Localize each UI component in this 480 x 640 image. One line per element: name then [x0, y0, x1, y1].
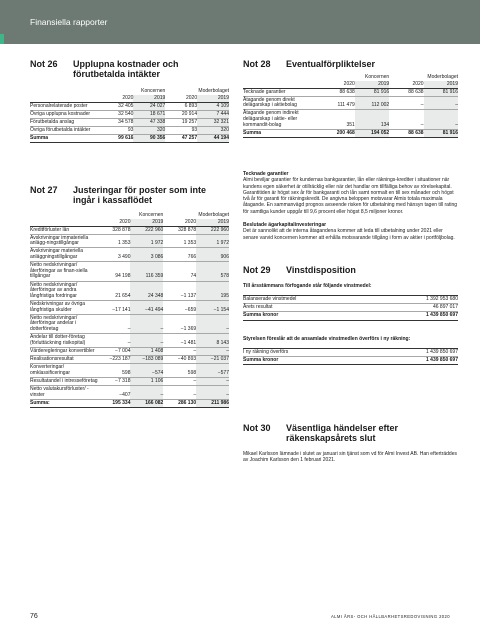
table-cell-label: Tecknade garantier — [243, 88, 320, 96]
table-cell-value: 32 405 — [102, 102, 134, 110]
table-row — [30, 102, 229, 110]
table-cell-value: 598 — [163, 364, 196, 378]
table-sum-row — [30, 400, 229, 408]
table-cell-label: Summa: — [30, 400, 98, 408]
note-30-title: Väsentliga händelser efter räkenskapsårets slut — [286, 423, 399, 443]
group-header: Koncernen — [139, 212, 164, 219]
table-cell-value: 44 194 — [197, 135, 229, 143]
table-cell-value: 116 359 — [130, 262, 163, 281]
table-cell-value: 81 916 — [424, 129, 458, 137]
note-27-heading — [30, 185, 229, 205]
note-28-heading — [243, 59, 458, 69]
table-cell-value: 598 — [98, 364, 131, 378]
table-cell-label: Nedskrivningar av övriga långfristiga skulder — [30, 301, 98, 315]
table-row — [30, 301, 229, 315]
note-28-table — [243, 72, 458, 138]
note-30-text: Mikael Karlsson lämnade i slutet av januari sin tjänst som vd för Almi Invest AB. Han efterträddes av Joachim Karlsson den 1 februari 2021. — [243, 451, 457, 464]
table-cell-value: −1 154 — [196, 301, 229, 315]
table-row — [30, 127, 229, 135]
table-row — [30, 314, 229, 333]
table-cell-value: – — [130, 334, 163, 348]
table-cell-value: 111 479 — [320, 96, 354, 110]
table-cell-value: 200 468 — [320, 129, 354, 137]
table-row — [30, 118, 229, 126]
table-cell-label: Summa kronor — [243, 356, 385, 364]
note-28-text — [243, 171, 458, 248]
table-cell-value: 1 439 850 697 — [385, 356, 458, 364]
table-cell-label: I ny räkning överförs — [243, 348, 385, 356]
table-cell-value: 3 086 — [130, 248, 163, 262]
note-26-number: Not 26 — [30, 59, 58, 69]
table-cell-label: Konverteringar/ omklassificeringar — [30, 364, 98, 378]
table-cell-value: 3 490 — [98, 248, 131, 262]
table-cell-label: Summa — [30, 135, 102, 143]
table-cell-value: 1 439 850 697 — [385, 348, 458, 356]
table-cell-value: 47 257 — [165, 135, 197, 143]
note-29 — [243, 265, 458, 365]
table-cell-value: 94 198 — [98, 262, 131, 281]
table-cell-value: – — [389, 96, 423, 110]
table-row — [243, 304, 458, 312]
subheading: Beslutade ägarkapitalinvesteringar — [243, 222, 327, 229]
note-26-title: Upplupna kostnader och förutbetalda intäkter — [73, 59, 179, 79]
year-header: 2019 — [197, 95, 229, 102]
note-30-number: Not 30 — [243, 423, 271, 433]
subheading: Tecknade garantier — [243, 171, 289, 177]
table-cell-value: 1 972 — [196, 234, 229, 248]
table-cell-value: 222 960 — [196, 226, 229, 234]
header-accent-bar — [0, 34, 4, 44]
note-29-heading — [243, 265, 458, 275]
table-cell-value: −407 — [98, 386, 131, 400]
table-cell-value: 134 — [355, 110, 389, 129]
table-cell-value: 74 — [163, 262, 196, 281]
note-26 — [30, 59, 229, 143]
table-cell-value: – — [163, 347, 196, 355]
table-cell-label: Summa — [243, 129, 320, 137]
table-cell-value: −21 037 — [196, 356, 229, 364]
table-row — [30, 356, 229, 364]
table-cell-label: Avskrivningar immateriella anlägg-ningstillgångar — [30, 234, 98, 248]
table-cell-value: 578 — [196, 262, 229, 281]
table-cell-value: 328 878 — [163, 226, 196, 234]
table-cell-label: Övriga förutbetalda intäkter — [30, 127, 102, 135]
year-header: 2019 — [196, 219, 229, 226]
table-cell-label: Årets resultat — [243, 304, 385, 312]
table-cell-value: 81 916 — [355, 88, 389, 96]
note-30 — [243, 423, 458, 464]
table-row — [243, 88, 458, 96]
table-cell-value: 328 878 — [98, 226, 131, 234]
table-cell-value: 7 444 — [197, 110, 229, 118]
table-cell-value: 1 353 — [98, 234, 131, 248]
group-header: Koncernen — [141, 88, 166, 95]
table-cell-value: 166 082 — [130, 400, 163, 408]
table-cell-value: 1 392 953 680 — [385, 296, 458, 304]
table-cell-value: – — [130, 386, 163, 400]
table-cell-value: −1 137 — [163, 281, 196, 300]
year-header: 2019 — [133, 95, 165, 102]
table-cell-value: −17 141 — [98, 301, 131, 315]
table-cell-value: – — [424, 110, 458, 129]
table-sum-row — [243, 356, 458, 364]
table-row — [30, 110, 229, 118]
paragraph: Det är sannolikt att de interna åtagandena kommer att leda till utbetalning under 2021 eller senare varvid koncernen kommer att erhålla motsvarande tillgång i form av aktier i portföljbolag. — [243, 228, 455, 241]
table-cell-value: 320 — [197, 127, 229, 135]
table-cell-value: 286 130 — [163, 400, 196, 408]
table-cell-label: Åtagande genom indirekt delägarskap i aktie- eller kommandit-bolag — [243, 110, 320, 129]
table-cell-label: Netto valutakursförluster/ -vinster — [30, 386, 98, 400]
note-29-intro2: Styrelsen föreslår att de ansamlade vinstmedlen överförs i ny räkning: — [243, 335, 411, 342]
table-cell-value: 1 106 — [130, 378, 163, 386]
table-row — [30, 262, 229, 281]
table-cell-value: 88 638 — [389, 129, 423, 137]
year-header: 2020 — [389, 81, 423, 88]
table-sum-row — [243, 312, 458, 320]
page-number: 76 — [30, 613, 38, 620]
table-cell-value: 24 348 — [130, 281, 163, 300]
table-row — [30, 226, 229, 234]
table-cell-value: −659 — [163, 301, 196, 315]
table-cell-value: 112 002 — [355, 96, 389, 110]
table-cell-value: 4 109 — [197, 102, 229, 110]
note-29-number: Not 29 — [243, 265, 271, 275]
table-row — [30, 248, 229, 262]
table-cell-value: – — [424, 96, 458, 110]
table-cell-value: 46 897 017 — [385, 304, 458, 312]
table-cell-value: 21 654 — [98, 281, 131, 300]
table-row — [30, 234, 229, 248]
table-cell-value: 81 916 — [424, 88, 458, 96]
paragraph: Almi beviljar garantier för kundernas bankgarantier, lån eller räknings-krediter i situationer när kundens egen säkerhet är otillräcklig eller när det handlar om tillfälliga behov av rörelsekapital. Garantitiden är högst sex år för bankgaranti och lån samt normalt en till sex månader och högst två år för garanti för räkningskredit. De angivna beloppen motsvarar Almis totala maximala åtagande. En sammanvägd prognos avseende risken för utbetalning med hänsyn tagen till rating för samtliga kunder uppgår till 9,6 procent eller högst 8,5 miljoner kronor. — [243, 177, 458, 215]
table-cell-value: 6 893 — [165, 102, 197, 110]
table-cell-value: 93 — [102, 127, 134, 135]
section-title: Finansiella rapporter — [30, 17, 108, 27]
table-cell-value: 1 972 — [130, 234, 163, 248]
table-cell-value: 32 540 — [102, 110, 134, 118]
year-header: 2019 — [355, 81, 389, 88]
table-cell-value: 766 — [163, 248, 196, 262]
table-cell-value: −7 004 — [98, 347, 131, 355]
group-header: Moderbolaget — [427, 74, 458, 81]
year-header: 2020 — [165, 95, 197, 102]
table-row — [30, 364, 229, 378]
table-cell-value: 93 — [165, 127, 197, 135]
table-cell-label: Realisationsresultat — [30, 356, 98, 364]
table-cell-value: 194 052 — [355, 129, 389, 137]
table-cell-value: −223 187 — [98, 356, 131, 364]
table-row — [30, 334, 229, 348]
note-28-number: Not 28 — [243, 59, 271, 69]
table-cell-value: 195 334 — [98, 400, 131, 408]
table-cell-value: −183 089 — [130, 356, 163, 364]
table-cell-value: 90 356 — [133, 135, 165, 143]
table-cell-label: Netto nedskrivningar/ återföringar av finan-siella tillgångar — [30, 262, 98, 281]
table-cell-value: −7 318 — [98, 378, 131, 386]
table-cell-value: – — [98, 314, 131, 333]
year-header: 2019 — [130, 219, 163, 226]
note-29-table-2 — [243, 348, 458, 365]
group-header: Moderbolaget — [198, 212, 229, 219]
note-28 — [243, 59, 458, 138]
table-cell-value: 195 — [196, 281, 229, 300]
table-row — [243, 348, 458, 356]
table-cell-value: – — [130, 314, 163, 333]
table-cell-label: Avskrivningar materiella anläggningstillgångar — [30, 248, 98, 262]
table-cell-value: – — [196, 386, 229, 400]
note-30-heading — [243, 423, 458, 443]
table-cell-value: – — [98, 334, 131, 348]
note-27 — [30, 185, 229, 408]
year-header: 2020 — [163, 219, 196, 226]
note-29-title: Vinstdisposition — [286, 265, 356, 275]
note-26-table — [30, 86, 229, 143]
table-cell-label: Åtagande genom direkt delägarskap i aktiebolag — [243, 96, 320, 110]
year-header: 2020 — [98, 219, 131, 226]
table-cell-value: 320 — [133, 127, 165, 135]
table-cell-value: 222 960 — [130, 226, 163, 234]
table-cell-value: −1 481 — [163, 334, 196, 348]
table-cell-label: Netto nedskrivningar/ återföringar andelar i dotterföretag — [30, 314, 98, 333]
note-29-table — [243, 295, 458, 321]
table-cell-value: −40 893 — [163, 356, 196, 364]
table-cell-label: Övriga upplupna kostnader — [30, 110, 102, 118]
table-cell-value: 47 338 — [133, 118, 165, 126]
table-cell-value: – — [196, 314, 229, 333]
table-sum-row — [243, 129, 458, 137]
table-cell-label: Värderegleringar konvertibler — [30, 347, 98, 355]
table-cell-value: −41 494 — [130, 301, 163, 315]
table-cell-value: 24 027 — [133, 102, 165, 110]
note-27-table — [30, 210, 229, 408]
table-cell-label: Resultatandel i intresseföretag — [30, 378, 98, 385]
table-cell-value: 20 914 — [165, 110, 197, 118]
table-cell-value: 18 671 — [133, 110, 165, 118]
table-cell-value: 351 — [320, 110, 354, 129]
table-row — [30, 378, 229, 386]
table-sum-row — [30, 135, 229, 143]
table-cell-label: Balanserade vinstmedel — [243, 296, 385, 304]
table-row — [243, 296, 458, 304]
note-27-number: Not 27 — [30, 185, 58, 195]
note-26-heading — [30, 59, 229, 79]
note-29-intro: Till årsstämmans förfogande står följande vinstmedel: — [243, 283, 372, 289]
table-cell-value: 34 578 — [102, 118, 134, 126]
note-27-title: Justeringar för poster som inte ingår i kassaflödet — [73, 185, 207, 205]
table-cell-value: 211 986 — [196, 400, 229, 408]
table-cell-value: −574 — [130, 364, 163, 378]
table-cell-value: – — [196, 378, 229, 386]
table-row — [243, 96, 458, 110]
table-cell-label: Andelar till dotter-företag (förluttäckning risikopital) — [30, 334, 98, 348]
table-cell-value: – — [389, 110, 423, 129]
table-cell-value: −1 369 — [163, 314, 196, 333]
year-header: 2020 — [102, 95, 134, 102]
table-row — [30, 386, 229, 400]
table-cell-value: – — [163, 386, 196, 400]
note-28-title: Eventualförpliktelser — [286, 59, 376, 69]
table-cell-label: Förutbetalda anslag — [30, 118, 102, 126]
group-header: Moderbolaget — [198, 88, 229, 95]
table-row — [243, 110, 458, 129]
year-header: 2019 — [424, 81, 458, 88]
table-cell-value: 19 257 — [165, 118, 197, 126]
table-cell-value: 1 353 — [163, 234, 196, 248]
footer-report-name: ALMI ÅRS- OCH HÅLLBARHETSREDOVISNING 2020 — [330, 614, 450, 619]
table-cell-label: Kreditförluster lån — [30, 226, 98, 234]
table-row — [30, 281, 229, 300]
table-cell-value: 32 321 — [197, 118, 229, 126]
table-cell-value: 1 408 — [130, 347, 163, 355]
table-cell-label: Netto nedskrivningar/ återföringar av andra långfristiga fordringar — [30, 281, 98, 300]
table-cell-label: Summa kronor — [243, 312, 385, 320]
table-cell-label: Personalrelaterade poster — [30, 102, 102, 110]
table-cell-value: 906 — [196, 248, 229, 262]
table-cell-value: 88 638 — [320, 88, 354, 96]
table-cell-value: 8 143 — [196, 334, 229, 348]
page-header — [0, 0, 480, 44]
table-cell-value: 99 616 — [102, 135, 134, 143]
table-cell-value: −577 — [196, 364, 229, 378]
year-header: 2020 — [320, 81, 354, 88]
table-cell-value: 1 439 850 697 — [385, 312, 458, 320]
table-cell-value: 88 638 — [389, 88, 423, 96]
table-cell-value: – — [196, 347, 229, 355]
table-row — [30, 347, 229, 355]
group-header: Koncernen — [365, 74, 390, 81]
table-cell-value: – — [163, 378, 196, 386]
